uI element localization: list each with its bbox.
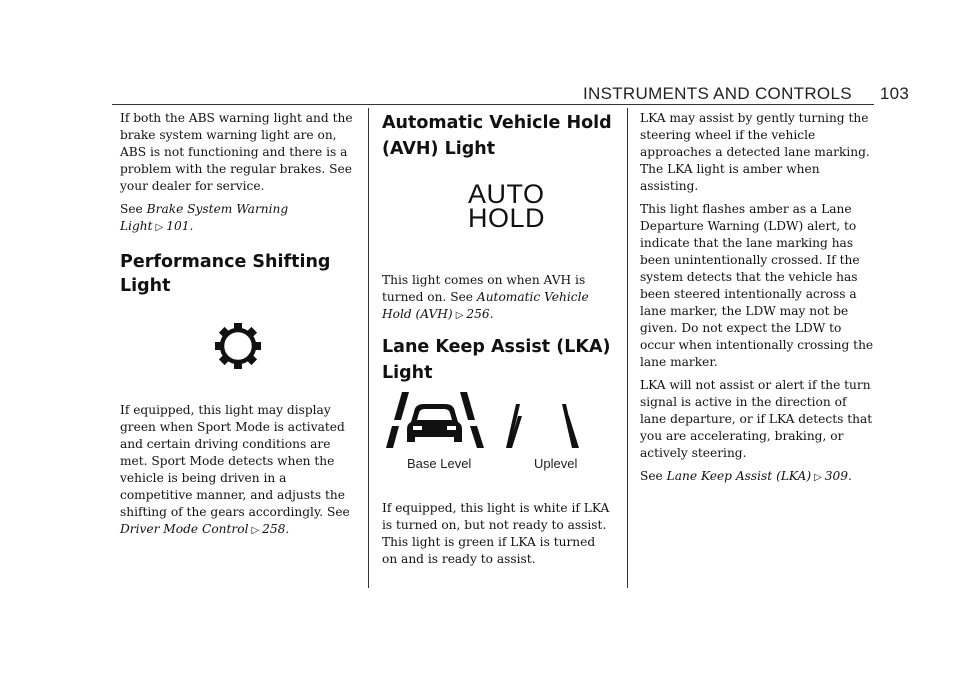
- lka-icons-block: [382, 386, 612, 494]
- page-ref-icon: ▷: [155, 222, 164, 233]
- abs-paragraph: If both the ABS warning light and the brake system warning light are on, ABS is not functioning and there is a problem with the regular brakes. See your dealer for service.: [120, 111, 353, 193]
- column-1: [120, 110, 354, 545]
- driver-mode-link[interactable]: Driver Mode Control: [120, 522, 249, 536]
- lka-status-paragraph: If equipped, this light is white if LKA is turned on, but not ready to assist. This light is green if LKA is turned on and is ready to assist.: [382, 501, 610, 566]
- base-level-caption: Base Level: [407, 456, 472, 471]
- performance-shifting-icon-block: [120, 298, 354, 394]
- section-title: INSTRUMENTS AND CONTROLS: [583, 84, 852, 103]
- brake-system-link[interactable]: Brake System Warning Light: [120, 202, 289, 233]
- page-ref-icon: ▷: [251, 525, 260, 536]
- lka-assist-paragraph: LKA may assist by gently turning the steering wheel if the vehicle approaches a detected lane marking. The LKA light is amber when assisting.: [640, 111, 870, 193]
- ldw-paragraph: This light flashes amber as a Lane Departure Warning (LDW) alert, to indicate that the lane marking has been unintentionally crossed. If the system detects that the vehicle has been steered intentionally across a lane marker, the LDW may not be given. Do not expect the LDW to occur when intentionally crossing the lane marker.: [640, 202, 874, 369]
- avh-link[interactable]: Automatic Vehicle Hold (AVH): [382, 290, 589, 321]
- brake-page-ref: 101.: [166, 219, 194, 233]
- lka-no-assist-paragraph: LKA will not assist or alert if the turn signal is active in the direction of lane departure, or if LKA detects that you are accelerating, braking, or actively steering.: [640, 378, 873, 460]
- avh-paragraph: [382, 272, 612, 324]
- column-divider-2: [627, 108, 628, 588]
- auto-hold-icon: [468, 179, 546, 233]
- running-header: [583, 84, 909, 104]
- see-label: See: [640, 469, 663, 483]
- auto-hold-line1: AUTO: [468, 179, 545, 209]
- header-rule: [112, 104, 874, 105]
- gear-icon: [120, 298, 354, 394]
- avh-page-ref: 256.: [466, 307, 494, 321]
- brake-see-paragraph: [120, 201, 354, 236]
- column-divider-1: [368, 108, 369, 588]
- page-ref-icon: ▷: [455, 310, 464, 321]
- lka-page-ref: 309.: [824, 469, 852, 483]
- page-number: 103: [879, 84, 910, 103]
- performance-shifting-heading: Performance Shifting Light: [120, 252, 331, 296]
- column-2: [382, 110, 612, 574]
- driver-mode-page-ref: 258.: [262, 522, 290, 536]
- column-3: [640, 110, 876, 492]
- auto-hold-line2: HOLD: [468, 203, 546, 233]
- performance-shifting-paragraph: [120, 402, 354, 539]
- lka-heading: Lane Keep Assist (LKA) Light: [382, 337, 611, 383]
- page-ref-icon: ▷: [814, 472, 822, 483]
- lka-base-level-icon: [386, 392, 484, 448]
- avh-text: This light comes on when AVH is turned on. See: [382, 273, 586, 304]
- lka-link[interactable]: Lane Keep Assist (LKA): [666, 469, 812, 483]
- avh-heading: Automatic Vehicle Hold (AVH) Light: [382, 113, 612, 159]
- uplevel-caption: Uplevel: [534, 456, 578, 471]
- lka-uplevel-icon: [506, 404, 579, 448]
- see-label: See: [120, 202, 143, 216]
- lka-see-paragraph: [640, 468, 876, 486]
- avh-icon-block: [382, 162, 612, 272]
- performance-shifting-text: If equipped, this light may display green when Sport Mode is activated and certain driving conditions are met. Sport Mode detects when the vehicle is being driven in a competitive manner, and adjusts the shifting of the gears accordingly. See: [120, 403, 350, 519]
